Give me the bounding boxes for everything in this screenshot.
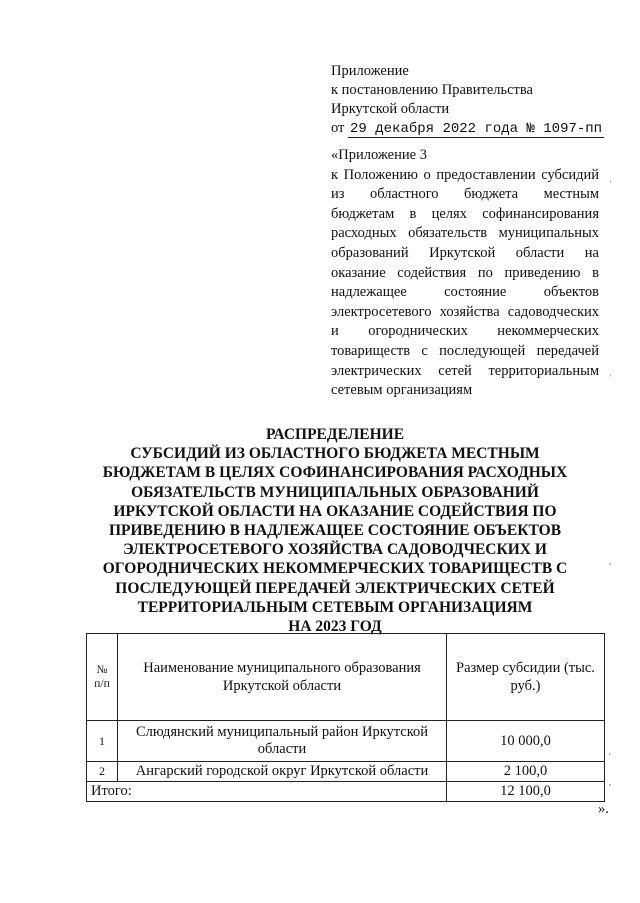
approval-line-1: Приложение [331, 63, 409, 79]
approval-line-3: Иркутской области [331, 101, 450, 117]
row-name: Слюдянский муниципальный район Иркутской области [118, 721, 447, 762]
approval-block [331, 62, 606, 139]
header-amount: Размер субсидии (тыс. руб.) [447, 634, 605, 721]
row-amount: 2 100,0 [447, 762, 605, 782]
margin-mark: ' [609, 562, 611, 573]
heading-body: СУБСИДИЙ ИЗ ОБЛАСТНОГО БЮДЖЕТА МЕСТНЫМ БЮДЖЕТАМ В ЦЕЛЯХ СОФИНАНСИРОВАНИЯ РАСХОДНЫХ ОБЯЗАТЕЛЬСТВ МУНИЦИПАЛЬНЫХ ОБРАЗОВАНИЙ ИРКУТСКОЙ ОБЛАСТИ НА ОКАЗАНИЕ СОДЕЙСТВИЯ ПО ПРИВЕДЕНИЮ В НАДЛЕЖАЩЕЕ СОСТОЯНИЕ ОБЪЕКТОВ ЭЛЕКТРОСЕТЕВОГО ХОЗЯЙСТВА САДОВОДЧЕСКИХ И ОГОРОДНИЧЕСКИХ НЕКОММЕРЧЕСКИХ ТОВАРИЩЕСТВ С ПОСЛЕДУЮЩЕЙ ПЕРЕДАЧЕЙ ЭЛЕКТРИЧЕСКИХ СЕТЕЙ ТЕРРИТОРИАЛЬНЫМ СЕТЕВЫМ ОРГАНИЗАЦИЯМ [102, 445, 568, 616]
row-amount: 10 000,0 [447, 721, 605, 762]
margin-mark: ˌ [609, 172, 613, 183]
appendix-text: к Положению о предоставлении субсидий из областного бюджета местным бюджетам в целях софинансирования расходных обязательств муниципальных образований Иркутской области на оказание содействия по приведению в надлежащее состояние объектов электросетевого хозяйства садоводческих и огороднических некоммерческих товариществ с последующей передачей электрических сетей территориальным сетевым организациям [331, 166, 599, 399]
date-prefix: от [331, 120, 345, 136]
table-row [87, 762, 605, 782]
header-num: № п/п [87, 634, 118, 721]
heading-year: НА 2023 ГОД [288, 618, 382, 636]
total-value: 12 100,0 [447, 782, 605, 802]
total-row [87, 782, 605, 802]
approval-line-2: к постановлению Правительства [331, 82, 533, 98]
document-heading [100, 425, 570, 636]
row-num: 2 [87, 762, 118, 782]
heading-title: РАСПРЕДЕЛЕНИЕ [265, 426, 405, 443]
appendix-block [331, 146, 599, 401]
row-name: Ангарский городской округ Иркутской области [118, 762, 447, 782]
subsidy-table [86, 633, 605, 802]
total-label: Итого: [87, 782, 447, 802]
table-row [87, 721, 605, 762]
header-name: Наименование муниципального образования Иркутской области [118, 634, 447, 721]
margin-mark: ' [609, 783, 611, 794]
decree-date-number: 29 декабря 2022 года № 1097-пп [350, 121, 603, 137]
appendix-title: «Приложение 3 [331, 147, 427, 163]
closing-quote: ». [598, 801, 609, 817]
approval-date-line [331, 119, 606, 139]
margin-mark: ' [609, 752, 611, 763]
table-header-row [87, 634, 605, 721]
row-num: 1 [87, 721, 118, 762]
margin-mark: ˌ [609, 366, 613, 377]
